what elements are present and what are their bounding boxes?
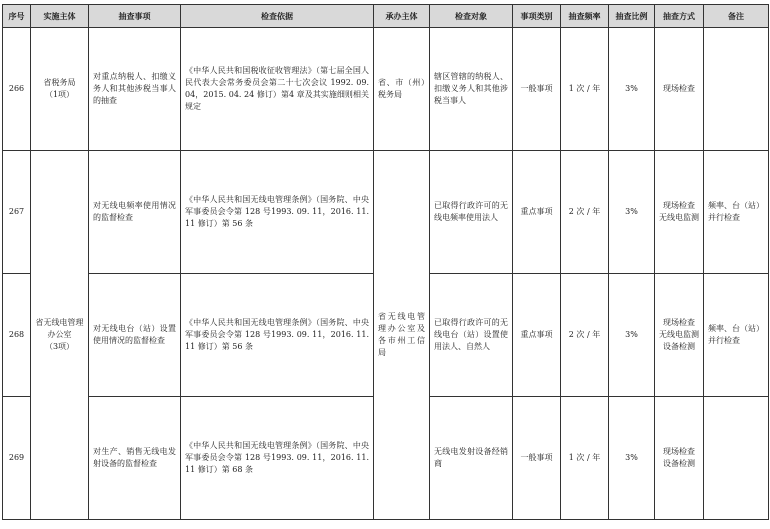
row-item: 对无线电频率使用情况的监督检查 <box>89 151 181 274</box>
row-frequency: 2 次 / 年 <box>561 274 609 397</box>
row-no: 266 <box>3 28 31 151</box>
row-frequency: 1 次 / 年 <box>561 28 609 151</box>
row-target: 无线电发射设备经销商 <box>430 397 513 520</box>
row-item: 对生产、销售无线电发射设备的监督检查 <box>89 397 181 520</box>
header-method: 抽查方式 <box>655 5 704 28</box>
row-ratio: 3% <box>609 151 655 274</box>
row-category: 重点事项 <box>513 274 561 397</box>
row-frequency: 2 次 / 年 <box>561 151 609 274</box>
inspection-table <box>2 4 769 520</box>
row-ratio: 3% <box>609 28 655 151</box>
row-target: 已取得行政许可的无线电频率使用法人 <box>430 151 513 274</box>
row-method: 现场检查 无线电监测 设备检测 <box>655 274 704 397</box>
row-remark <box>704 397 769 520</box>
row-method: 现场检查 无线电监测 <box>655 151 704 274</box>
row-remark <box>704 28 769 151</box>
header-undertaker: 承办主体 <box>374 5 430 28</box>
row-method: 现场检查 <box>655 28 704 151</box>
row-remark: 频率、台（站）并行检查 <box>704 274 769 397</box>
row-ratio: 3% <box>609 274 655 397</box>
header-no: 序号 <box>3 5 31 28</box>
table-row <box>3 28 769 151</box>
row-target: 辖区管辖的纳税人、扣缴义务人和其他涉税当事人 <box>430 28 513 151</box>
row-method: 现场检查 设备检测 <box>655 397 704 520</box>
header-item: 抽查事项 <box>89 5 181 28</box>
row-item: 对重点纳税人、扣缴义务人和其他涉税当事人的抽查 <box>89 28 181 151</box>
row-category: 一般事项 <box>513 397 561 520</box>
row-no: 268 <box>3 274 31 397</box>
row-category: 重点事项 <box>513 151 561 274</box>
row-basis: 《中华人民共和国无线电管理条例》（国务院、中央军事委员会令第 128 号1993. 09. 11，2016. 11. 11 修订）第 56 条 <box>181 151 374 274</box>
row-no: 269 <box>3 397 31 520</box>
header-subject: 实施主体 <box>31 5 89 28</box>
row-target: 已取得行政许可的无线电台（站）设置使用法人、自然人 <box>430 274 513 397</box>
table-row <box>3 151 769 274</box>
header-category: 事项类别 <box>513 5 561 28</box>
row-basis: 《中华人民共和国无线电管理条例》（国务院、中央军事委员会令第 128 号1993. 09. 11，2016. 11. 11 修订）第 68 条 <box>181 397 374 520</box>
row-ratio: 3% <box>609 397 655 520</box>
header-basis: 检查依据 <box>181 5 374 28</box>
row-basis: 《中华人民共和国税收征收管理法》（第七届全国人民代表大会常务委员会第二十七次会议 1992. 09. 04，2015. 04. 24 修订）第4 章及其实施细则相关规定 <box>181 28 374 151</box>
header-remark: 备注 <box>704 5 769 28</box>
row-item: 对无线电台（站）设置使用情况的监督检查 <box>89 274 181 397</box>
row-frequency: 1 次 / 年 <box>561 397 609 520</box>
row-subject: 省税务局 （1项） <box>31 28 89 151</box>
row-remark: 频率、台（站）并行检查 <box>704 151 769 274</box>
row-category: 一般事项 <box>513 28 561 151</box>
row-undertaker: 省、市（州）税务局 <box>374 28 430 151</box>
row-no: 267 <box>3 151 31 274</box>
header-ratio: 抽查比例 <box>609 5 655 28</box>
header-frequency: 抽查频率 <box>561 5 609 28</box>
group-subject: 省无线电管理办公室 （3项） <box>31 151 89 520</box>
header-target: 检查对象 <box>430 5 513 28</box>
header-row <box>3 5 769 28</box>
group-undertaker: 省无线电管理办公室及各市州工信局 <box>374 151 430 520</box>
row-basis: 《中华人民共和国无线电管理条例》（国务院、中央军事委员会令第 128 号1993. 09. 11，2016. 11. 11 修订）第 56 条 <box>181 274 374 397</box>
